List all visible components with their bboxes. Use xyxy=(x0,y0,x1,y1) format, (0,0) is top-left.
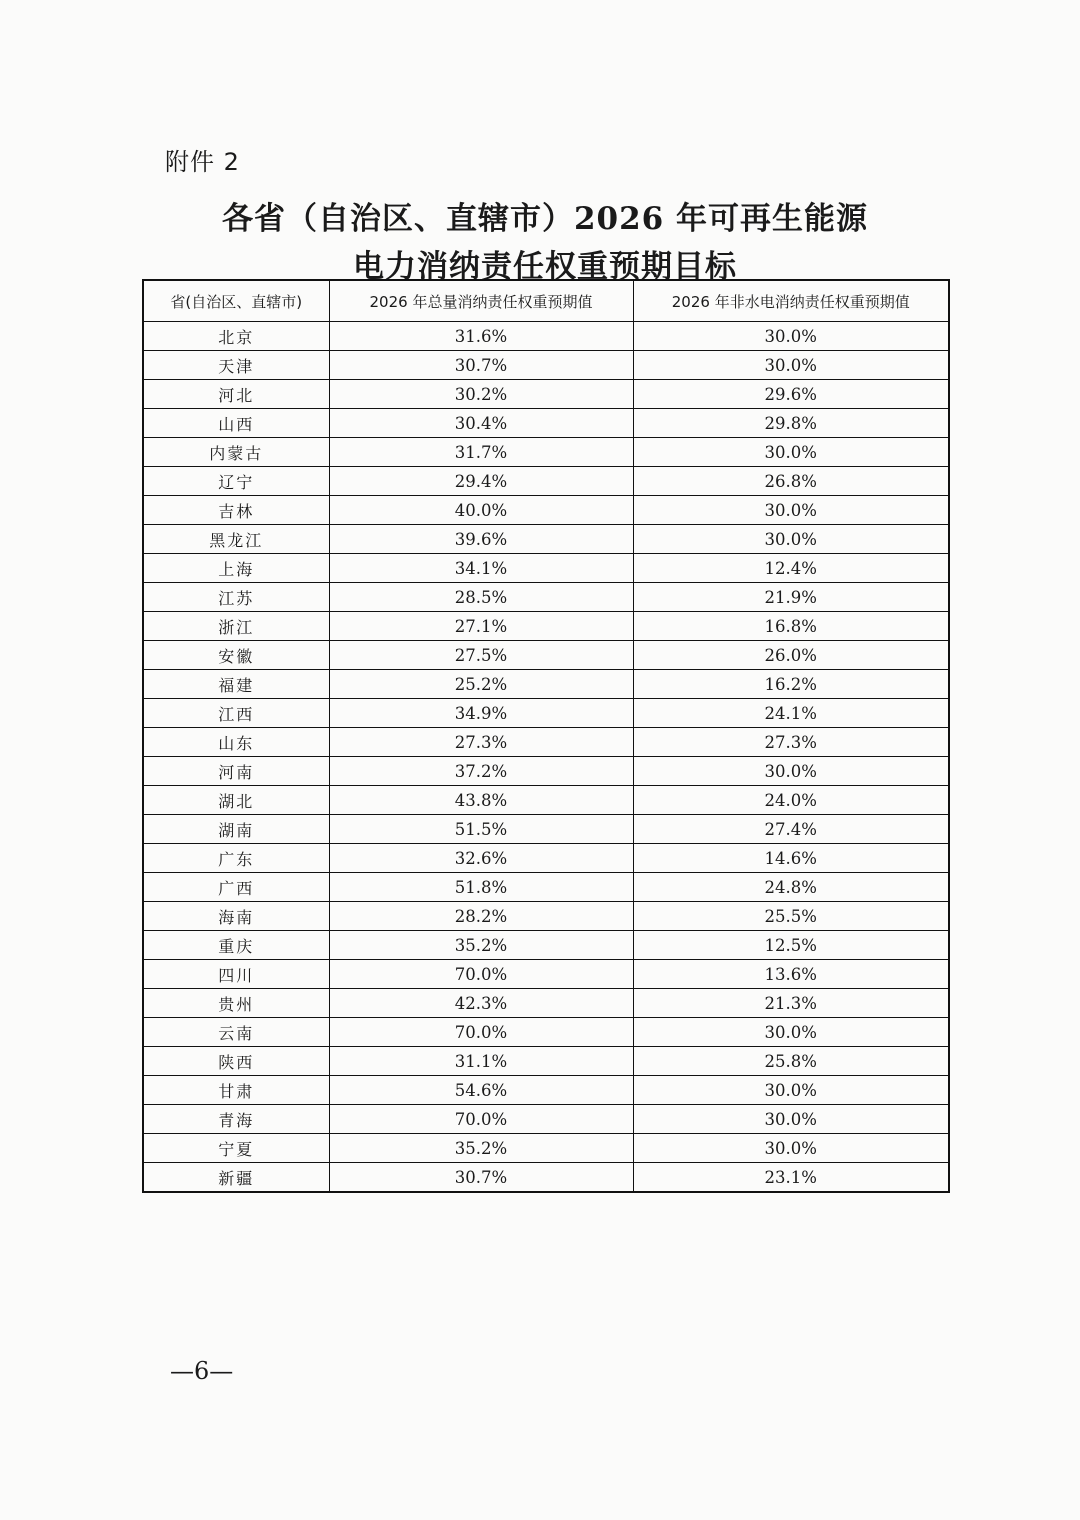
non-hydro-weight-cell: 27.4% xyxy=(633,815,949,844)
province-cell: 江西 xyxy=(143,699,329,728)
province-cell: 湖北 xyxy=(143,786,329,815)
total-weight-cell: 31.6% xyxy=(329,322,633,351)
table-row xyxy=(143,902,949,931)
province-cell: 山东 xyxy=(143,728,329,757)
table-row xyxy=(143,699,949,728)
total-weight-cell: 28.2% xyxy=(329,902,633,931)
header-non-hydro-weight: 2026 年非水电消纳责任权重预期值 xyxy=(633,280,949,322)
province-cell: 河北 xyxy=(143,380,329,409)
province-cell: 贵州 xyxy=(143,989,329,1018)
non-hydro-weight-cell: 24.1% xyxy=(633,699,949,728)
total-weight-cell: 31.1% xyxy=(329,1047,633,1076)
total-weight-cell: 39.6% xyxy=(329,525,633,554)
total-weight-cell: 29.4% xyxy=(329,467,633,496)
province-cell: 海南 xyxy=(143,902,329,931)
document-title-line-2: 电力消纳责任权重预期目标 xyxy=(353,249,737,285)
total-weight-cell: 27.3% xyxy=(329,728,633,757)
attachment-label: 附件 2 xyxy=(165,148,240,176)
total-weight-cell: 32.6% xyxy=(329,844,633,873)
non-hydro-weight-cell: 16.2% xyxy=(633,670,949,699)
table-row xyxy=(143,960,949,989)
table-row xyxy=(143,322,949,351)
total-weight-cell: 70.0% xyxy=(329,1018,633,1047)
total-weight-cell: 27.1% xyxy=(329,612,633,641)
non-hydro-weight-cell: 30.0% xyxy=(633,1105,949,1134)
total-weight-cell: 31.7% xyxy=(329,438,633,467)
province-cell: 内蒙古 xyxy=(143,438,329,467)
total-weight-cell: 25.2% xyxy=(329,670,633,699)
non-hydro-weight-cell: 25.8% xyxy=(633,1047,949,1076)
total-weight-cell: 54.6% xyxy=(329,1076,633,1105)
non-hydro-weight-cell: 30.0% xyxy=(633,438,949,467)
table-row xyxy=(143,496,949,525)
non-hydro-weight-cell: 30.0% xyxy=(633,1076,949,1105)
table-row xyxy=(143,554,949,583)
page-number: —6— xyxy=(170,1357,234,1385)
total-weight-cell: 51.5% xyxy=(329,815,633,844)
table-body xyxy=(143,322,949,1193)
province-cell: 青海 xyxy=(143,1105,329,1134)
non-hydro-weight-cell: 30.0% xyxy=(633,1134,949,1163)
non-hydro-weight-cell: 30.0% xyxy=(633,322,949,351)
province-cell: 安徽 xyxy=(143,641,329,670)
non-hydro-weight-cell: 30.0% xyxy=(633,757,949,786)
non-hydro-weight-cell: 30.0% xyxy=(633,351,949,380)
table-row xyxy=(143,1076,949,1105)
total-weight-cell: 35.2% xyxy=(329,1134,633,1163)
non-hydro-weight-cell: 30.0% xyxy=(633,496,949,525)
province-cell: 辽宁 xyxy=(143,467,329,496)
table-row xyxy=(143,989,949,1018)
non-hydro-weight-cell: 25.5% xyxy=(633,902,949,931)
total-weight-cell: 27.5% xyxy=(329,641,633,670)
table-row xyxy=(143,670,949,699)
table-row xyxy=(143,1163,949,1193)
table-row xyxy=(143,1134,949,1163)
non-hydro-weight-cell: 26.8% xyxy=(633,467,949,496)
province-cell: 陕西 xyxy=(143,1047,329,1076)
table-row xyxy=(143,815,949,844)
table-row xyxy=(143,1047,949,1076)
province-cell: 浙江 xyxy=(143,612,329,641)
province-cell: 广东 xyxy=(143,844,329,873)
province-cell: 四川 xyxy=(143,960,329,989)
total-weight-cell: 34.9% xyxy=(329,699,633,728)
document-title-line-1: 各省（自治区、直辖市）2026 年可再生能源 xyxy=(221,201,869,237)
non-hydro-weight-cell: 13.6% xyxy=(633,960,949,989)
total-weight-cell: 51.8% xyxy=(329,873,633,902)
total-weight-cell: 37.2% xyxy=(329,757,633,786)
non-hydro-weight-cell: 27.3% xyxy=(633,728,949,757)
province-cell: 广西 xyxy=(143,873,329,902)
table-row xyxy=(143,351,949,380)
total-weight-cell: 30.4% xyxy=(329,409,633,438)
province-cell: 天津 xyxy=(143,351,329,380)
province-cell: 江苏 xyxy=(143,583,329,612)
province-cell: 上海 xyxy=(143,554,329,583)
non-hydro-weight-cell: 26.0% xyxy=(633,641,949,670)
non-hydro-weight-cell: 12.5% xyxy=(633,931,949,960)
province-cell: 甘肃 xyxy=(143,1076,329,1105)
non-hydro-weight-cell: 29.6% xyxy=(633,380,949,409)
table-row xyxy=(143,786,949,815)
province-cell: 吉林 xyxy=(143,496,329,525)
non-hydro-weight-cell: 24.0% xyxy=(633,786,949,815)
province-cell: 河南 xyxy=(143,757,329,786)
total-weight-cell: 70.0% xyxy=(329,960,633,989)
table-row xyxy=(143,1105,949,1134)
table-row xyxy=(143,380,949,409)
table-row xyxy=(143,844,949,873)
total-weight-cell: 28.5% xyxy=(329,583,633,612)
table-row xyxy=(143,409,949,438)
table-row xyxy=(143,1018,949,1047)
non-hydro-weight-cell: 30.0% xyxy=(633,525,949,554)
province-cell: 湖南 xyxy=(143,815,329,844)
non-hydro-weight-cell: 14.6% xyxy=(633,844,949,873)
table-row xyxy=(143,438,949,467)
non-hydro-weight-cell: 16.8% xyxy=(633,612,949,641)
province-cell: 新疆 xyxy=(143,1163,329,1193)
total-weight-cell: 30.2% xyxy=(329,380,633,409)
table-row xyxy=(143,612,949,641)
total-weight-cell: 42.3% xyxy=(329,989,633,1018)
table-row xyxy=(143,583,949,612)
total-weight-cell: 34.1% xyxy=(329,554,633,583)
table-row xyxy=(143,931,949,960)
header-province: 省(自治区、直辖市) xyxy=(143,280,329,322)
header-total-weight: 2026 年总量消纳责任权重预期值 xyxy=(329,280,633,322)
province-cell: 黑龙江 xyxy=(143,525,329,554)
non-hydro-weight-cell: 21.9% xyxy=(633,583,949,612)
total-weight-cell: 30.7% xyxy=(329,351,633,380)
non-hydro-weight-cell: 23.1% xyxy=(633,1163,949,1193)
non-hydro-weight-cell: 30.0% xyxy=(633,1018,949,1047)
total-weight-cell: 30.7% xyxy=(329,1163,633,1193)
table-row xyxy=(143,728,949,757)
province-cell: 北京 xyxy=(143,322,329,351)
consumption-weight-table xyxy=(142,279,950,1193)
table-row xyxy=(143,641,949,670)
table-row xyxy=(143,467,949,496)
non-hydro-weight-cell: 29.8% xyxy=(633,409,949,438)
table-row xyxy=(143,757,949,786)
table-row xyxy=(143,873,949,902)
province-cell: 云南 xyxy=(143,1018,329,1047)
province-cell: 重庆 xyxy=(143,931,329,960)
province-cell: 宁夏 xyxy=(143,1134,329,1163)
province-cell: 山西 xyxy=(143,409,329,438)
non-hydro-weight-cell: 12.4% xyxy=(633,554,949,583)
total-weight-cell: 35.2% xyxy=(329,931,633,960)
non-hydro-weight-cell: 24.8% xyxy=(633,873,949,902)
total-weight-cell: 43.8% xyxy=(329,786,633,815)
total-weight-cell: 40.0% xyxy=(329,496,633,525)
table-row xyxy=(143,525,949,554)
total-weight-cell: 70.0% xyxy=(329,1105,633,1134)
non-hydro-weight-cell: 21.3% xyxy=(633,989,949,1018)
table-header-row xyxy=(143,280,949,322)
province-cell: 福建 xyxy=(143,670,329,699)
